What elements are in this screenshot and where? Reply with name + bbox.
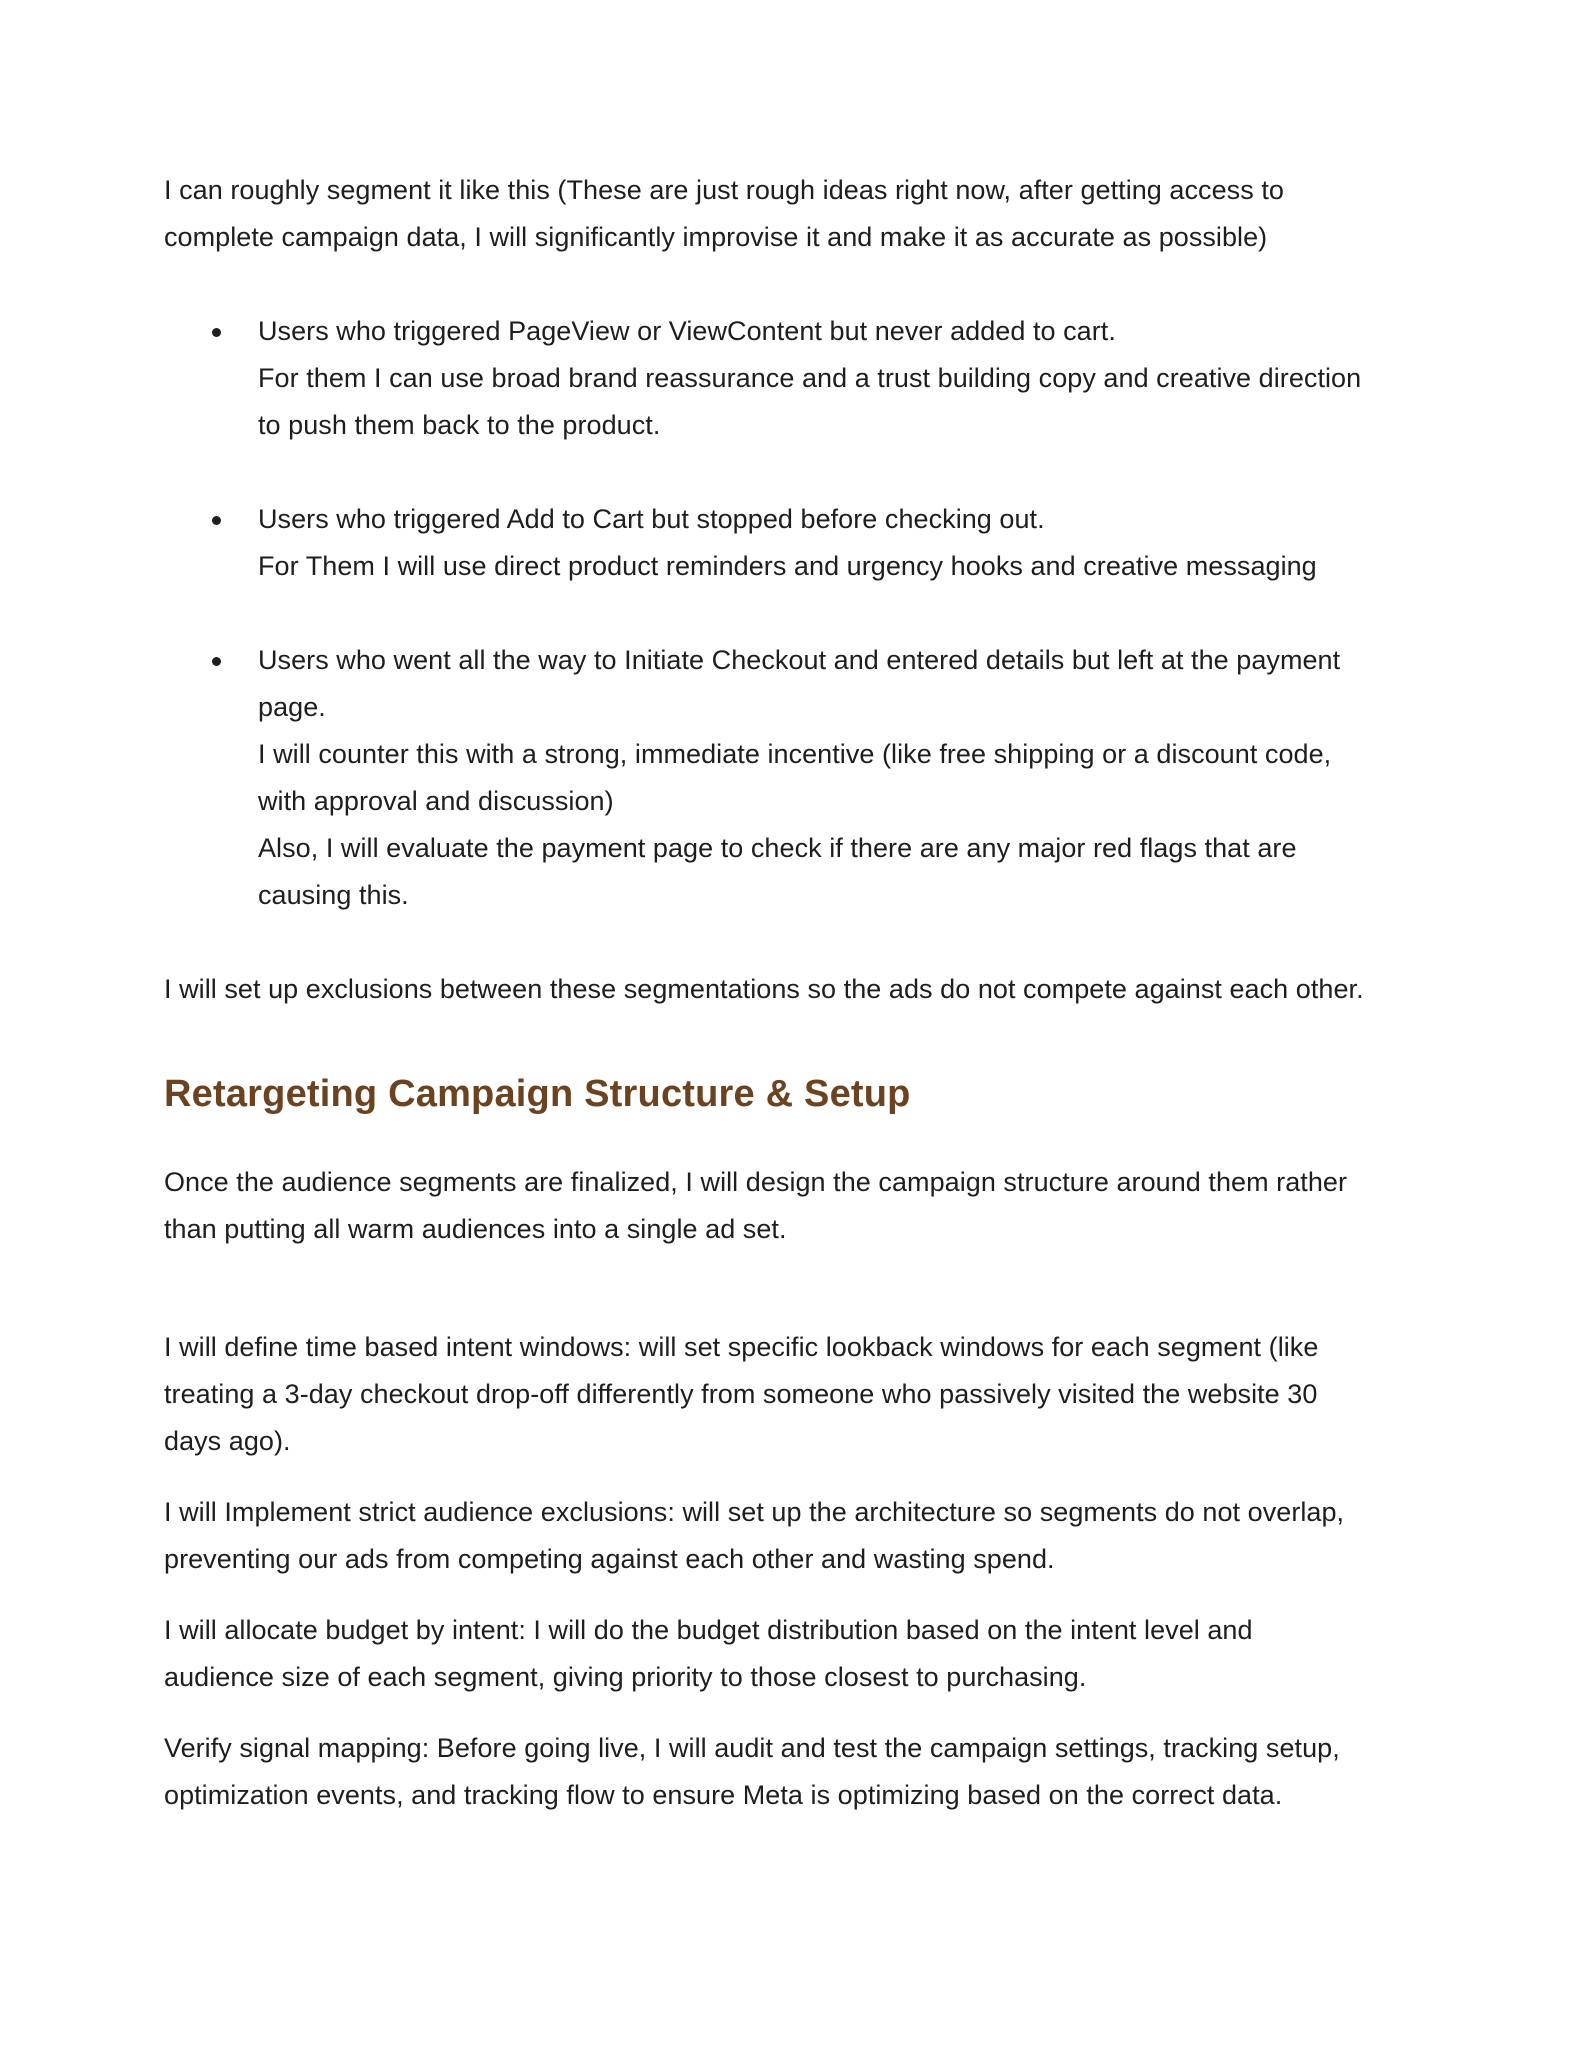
segment-item-line: causing this. bbox=[258, 880, 409, 910]
paragraph-line: I will define time based intent windows: will set specific lookback windows for each segment (like bbox=[164, 1332, 1319, 1362]
segment-item-line: For Them I will use direct product reminders and urgency hooks and creative messaging bbox=[258, 551, 1317, 581]
segment-item-line: For them I can use broad brand reassurance and a trust building copy and creative direction bbox=[258, 363, 1362, 393]
segment-item-pageview bbox=[164, 308, 1434, 449]
segment-item-add-to-cart bbox=[164, 496, 1434, 590]
audience-exclusions-paragraph bbox=[164, 1489, 1434, 1583]
segment-item-line: Also, I will evaluate the payment page to check if there are any major red flags that are bbox=[258, 833, 1297, 863]
bullet-icon bbox=[212, 516, 221, 525]
exclusions-line: I will set up exclusions between these segmentations so the ads do not compete against each other. bbox=[164, 974, 1364, 1004]
paragraph-line: audience size of each segment, giving priority to those closest to purchasing. bbox=[164, 1662, 1087, 1692]
segment-item-line: Users who triggered Add to Cart but stopped before checking out. bbox=[258, 504, 1045, 534]
section-heading: Retargeting Campaign Structure & Setup bbox=[164, 1073, 911, 1115]
signal-mapping-paragraph bbox=[164, 1725, 1434, 1819]
paragraph-line: days ago). bbox=[164, 1426, 291, 1456]
bullet-icon bbox=[212, 328, 221, 337]
paragraph-line: optimization events, and tracking flow to ensure Meta is optimizing based on the correct data. bbox=[164, 1780, 1283, 1810]
segment-item-line: with approval and discussion) bbox=[258, 786, 614, 816]
document-body bbox=[164, 167, 1434, 1819]
paragraph-line: I will Implement strict audience exclusions: will set up the architecture so segments do not overlap, bbox=[164, 1497, 1345, 1527]
paragraph-line: Verify signal mapping: Before going live, I will audit and test the campaign settings, tracking setup, bbox=[164, 1733, 1340, 1763]
segment-list bbox=[164, 308, 1434, 919]
intro-line-1: I can roughly segment it like this (These are just rough ideas right now, after getting access to bbox=[164, 175, 1284, 205]
paragraph-line: I will allocate budget by intent: I will do the budget distribution based on the intent level and bbox=[164, 1615, 1253, 1645]
segment-item-checkout bbox=[164, 637, 1434, 919]
segment-item-line: I will counter this with a strong, immediate incentive (like free shipping or a discount code, bbox=[258, 739, 1332, 769]
segment-item-line: page. bbox=[258, 692, 326, 722]
intro-paragraph bbox=[164, 167, 1434, 261]
segment-item-line: Users who went all the way to Initiate Checkout and entered details but left at the payment bbox=[258, 645, 1341, 675]
paragraph-line: preventing our ads from competing against each other and wasting spend. bbox=[164, 1544, 1055, 1574]
intro-line-2: complete campaign data, I will significantly improvise it and make it as accurate as possible) bbox=[164, 222, 1268, 252]
paragraph-line: Once the audience segments are finalized, I will design the campaign structure around them rather bbox=[164, 1167, 1348, 1197]
segment-item-line: Users who triggered PageView or ViewContent but never added to cart. bbox=[258, 316, 1116, 346]
paragraph-line: treating a 3-day checkout drop-off differently from someone who passively visited the website 30 bbox=[164, 1379, 1318, 1409]
segment-item-line: to push them back to the product. bbox=[258, 410, 661, 440]
budget-allocation-paragraph bbox=[164, 1607, 1434, 1701]
structure-paragraph bbox=[164, 1159, 1434, 1253]
bullet-icon bbox=[212, 657, 221, 666]
intent-windows-paragraph bbox=[164, 1324, 1434, 1465]
paragraph-line: than putting all warm audiences into a single ad set. bbox=[164, 1214, 787, 1244]
exclusions-paragraph bbox=[164, 966, 1434, 1013]
